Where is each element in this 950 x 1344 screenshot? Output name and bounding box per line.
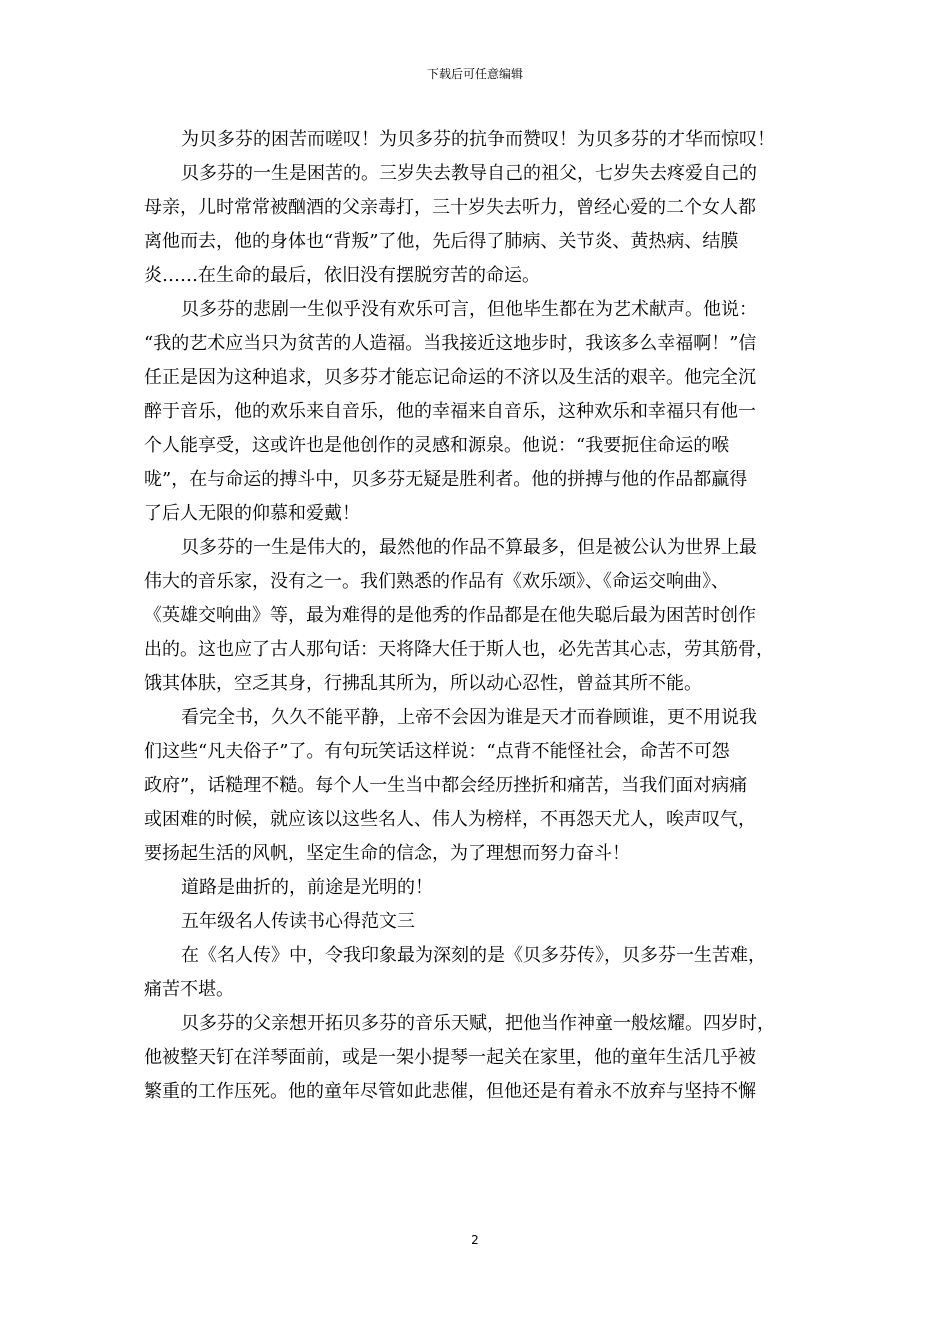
text-line: 贝多芬的悲剧一生似乎没有欢乐可言，但他毕生都在为艺术献声。他说： <box>181 299 757 320</box>
text-line: 要扬起生活的风帆，坚定生命的信念，为了理想而努力奋斗！ <box>144 843 630 864</box>
text-line: 痛苦不堪。 <box>144 979 234 1000</box>
text-line: 伟大的音乐家，没有之一。我们熟悉的作品有《欢乐颂》、《命运交响曲》、 <box>144 571 729 592</box>
page-header: 下载后可任意编辑 <box>426 67 523 81</box>
text-line: 炎……在生命的最后，依旧没有摆脱穷苦的命运。 <box>144 265 540 286</box>
text-line: 个人能享受，这或许也是他创作的灵感和源泉。他说：“我要扼住命运的喉 <box>144 435 730 456</box>
text-line: 贝多芬的父亲想开拓贝多芬的音乐天赋，把他当作神童一般炫耀。四岁时， <box>181 1013 775 1034</box>
text-line: 看完全书，久久不能平静，上帝不会因为谁是天才而眷顾谁，更不用说我 <box>181 707 757 728</box>
text-line: 《英雄交响曲》等，最为难得的是他秀的作品都是在他失聪后最为困苦时创作 <box>144 605 756 626</box>
text-line: 饿其体肤，空乏其身，行拂乱其所为，所以动心忍性，曾益其所不能。 <box>144 673 702 694</box>
text-line: 了后人无限的仰慕和爱戴！ <box>144 503 360 524</box>
text-line: 离他而去，他的身体也“背叛”了他，先后得了肺病、关节炎、黄热病、结膜 <box>144 231 739 252</box>
text-line: 繁重的工作压死。他的童年尽管如此悲催，但他还是有着永不放弃与坚持不懈 <box>144 1081 756 1102</box>
text-line: 醉于音乐，他的欢乐来自音乐，他的幸福来自音乐，这种欢乐和幸福只有他一 <box>144 401 756 422</box>
document-body <box>144 123 807 1109</box>
text-line: 任正是因为这种追求，贝多芬才能忘记命运的不济以及生活的艰辛。他完全沉 <box>144 367 756 388</box>
text-line: 在《名人传》中，令我印象最为深刻的是《贝多芬传》，贝多芬一生苦难， <box>181 945 766 966</box>
text-line: “我的艺术应当只为贫苦的人造福。当我接近这地步时，我该多么幸福啊！”信 <box>144 333 757 354</box>
text-line: 政府”，话糙理不糙。每个人一生当中都会经历挫折和痛苦，当我们面对病痛 <box>144 775 748 796</box>
text-line: 为贝多芬的困苦而嗟叹！为贝多芬的抗争而赞叹！为贝多芬的才华而惊叹！ <box>181 129 775 150</box>
text-line: 母亲，儿时常常被酗酒的父亲毒打，三十岁失去听力，曾经心爱的二个女人都 <box>144 197 756 218</box>
section-heading: 五年级名人传读书心得范文三 <box>181 911 415 932</box>
text-line: 贝多芬的一生是伟大的，最然他的作品不算最多，但是被公认为世界上最 <box>181 537 757 558</box>
text-line: 们这些“凡夫俗子”了。有句玩笑话这样说：“点背不能怪社会，命苦不可怨 <box>144 741 730 762</box>
page-number: 2 <box>471 1233 479 1247</box>
text-line: 咙”，在与命运的搏斗中，贝多芬无疑是胜利者。他的拼搏与他的作品都赢得 <box>144 469 748 490</box>
text-line: 贝多芬的一生是困苦的。三岁失去教导自己的祖父，七岁失去疼爱自己的 <box>181 163 757 184</box>
text-line: 道路是曲折的，前途是光明的！ <box>181 877 433 898</box>
text-line: 他被整天钉在洋琴面前，或是一架小提琴一起关在家里，他的童年生活几乎被 <box>144 1047 756 1068</box>
text-line: 出的。这也应了古人那句话：天将降大任于斯人也，必先苦其心志，劳其筋骨， <box>144 639 774 660</box>
text-line: 或困难的时候，就应该以这些名人、伟人为榜样，不再怨天尤人，唉声叹气， <box>144 809 756 830</box>
